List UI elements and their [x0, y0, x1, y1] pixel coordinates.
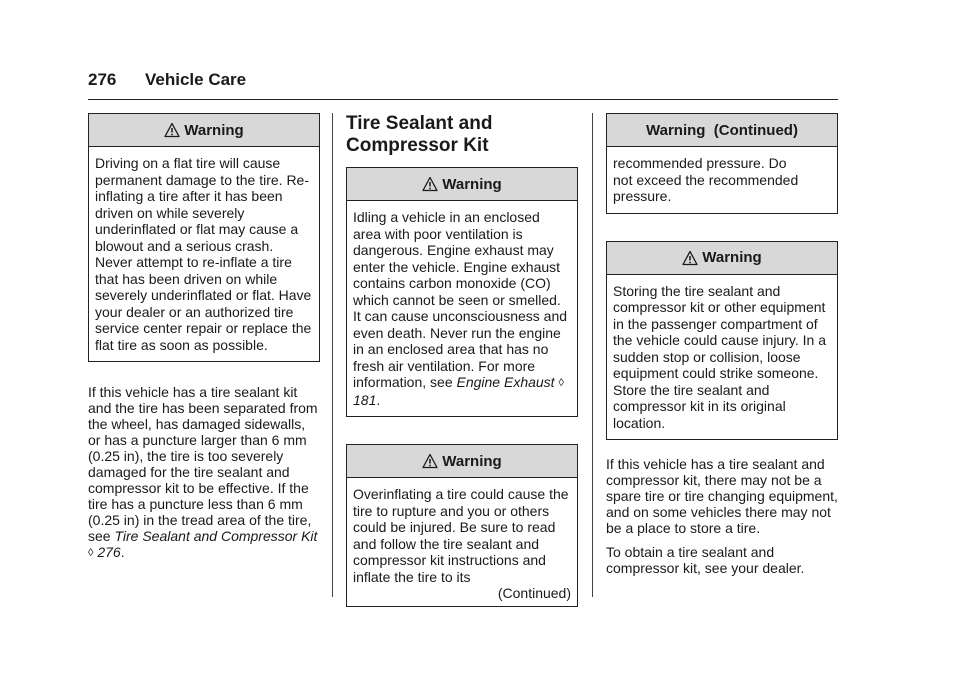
page-reference[interactable]: 276: [97, 544, 121, 560]
warning-title: Warning (Continued): [646, 121, 798, 139]
paragraph: If this vehicle has a tire sealant kit and the tire has been separated from the wheel, has damaged sidewalls, or has a puncture larger than 6 mm (0.25 in), the tire is too severely damaged for the tire sealant and compressor kit to be effective. If the tire has a puncture less than 6 mm (0.25 in) in the tread area of the tire, see Tire Sealant and Compressor Kit ◊ 276.: [88, 384, 318, 560]
warning-header: [89, 114, 319, 147]
section-title: Tire Sealant and Compressor Kit: [346, 113, 493, 156]
warning-box: [88, 113, 320, 362]
column-3: [606, 113, 838, 576]
warning-title: Warning: [184, 121, 244, 139]
warning-body: Storing the tire sealant and compressor kit or other equipment in the passenger compartment of the vehicle could cause injury. In a sudden stop or collision, loose equipment could strike someone. Store the tire sealant and compressor kit in its original location.: [613, 282, 826, 431]
warning-box: [606, 241, 838, 441]
page-ref-arrow-icon: ◊: [558, 377, 564, 389]
warning-title: Warning: [442, 175, 502, 193]
header-divider: [88, 99, 838, 100]
warning-body: Idling a vehicle in an enclosed area with poor ventilation is dangerous. Engine exhaust may enter the vehicle. Engine exhaust contains carbon monoxide (CO) which cannot be seen or smelled. It can cause unconsciousness and even death. Never run the engine in an enclosed area that has no fresh air ventilation. For more information, see Engine Exhaust ◊ 181.: [353, 209, 568, 408]
warning-title: Warning: [702, 249, 762, 266]
warning-triangle-icon: [682, 250, 698, 266]
paragraph-text: If this vehicle has a tire sealant kit and the tire has been separated from the wheel, has damaged sidewalls, or has a puncture larger than 6 mm (0.25 in), the tire is too severely damaged for the tire sealant and compressor kit to be effective. If the tire has a puncture less than 6 mm (0.25 in) in the tread area of the tire, see: [88, 384, 318, 544]
continued-label: (Continued): [497, 585, 571, 601]
warning-header: [347, 445, 577, 478]
paragraph: If this vehicle has a tire sealant and compressor kit, there may not be a spare tire or tire changing equipment, and on some vehicles there may not be a place to store a tire.: [606, 456, 838, 536]
warning-body: Driving on a flat tire will cause permanent damage to the tire. Re-inflating a tire after it has been driven on while severely underinflated or flat may cause a blowout and a serious crash. Never attempt to re-inflate a tire that has been driven on while severely underinflated or flat. Have your dealer or an authorized tire service center repair or replace the flat tire as soon as possible.: [95, 155, 312, 353]
cross-reference-link[interactable]: Engine Exhaust: [456, 374, 555, 390]
page-reference[interactable]: 181: [353, 391, 377, 408]
warning-title: Warning: [442, 452, 502, 470]
warning-body: Overinflating a tire could cause the tire to rupture and you or others could be injured. Be sure to read and follow the tire sealant and compressor kit instructions and inflate the tire to its (Continued): [353, 486, 571, 601]
warning-body: recommended pressure. Do not exceed the recommended pressure.: [613, 155, 799, 204]
column-divider: [592, 113, 593, 597]
column-divider: [332, 113, 333, 597]
warning-header: [607, 242, 837, 275]
warning-header: [607, 114, 837, 147]
paragraph: To obtain a tire sealant and compressor kit, see your dealer.: [606, 544, 805, 576]
warning-triangle-icon: [164, 122, 180, 138]
warning-triangle-icon: [422, 176, 438, 192]
warning-box-continued: [606, 113, 838, 214]
warning-box: [346, 444, 578, 607]
column-2: [346, 113, 578, 607]
warning-box: [346, 167, 578, 417]
column-1: [88, 113, 320, 561]
page-ref-arrow-icon: ◊: [88, 547, 94, 559]
warning-triangle-icon: [422, 453, 438, 469]
cross-reference-link[interactable]: Tire Sealant and Compressor Kit: [114, 528, 318, 544]
warning-header: [347, 168, 577, 201]
page-number: 276: [88, 70, 117, 89]
section-name: Vehicle Care: [145, 70, 247, 89]
page-header: [88, 70, 838, 96]
